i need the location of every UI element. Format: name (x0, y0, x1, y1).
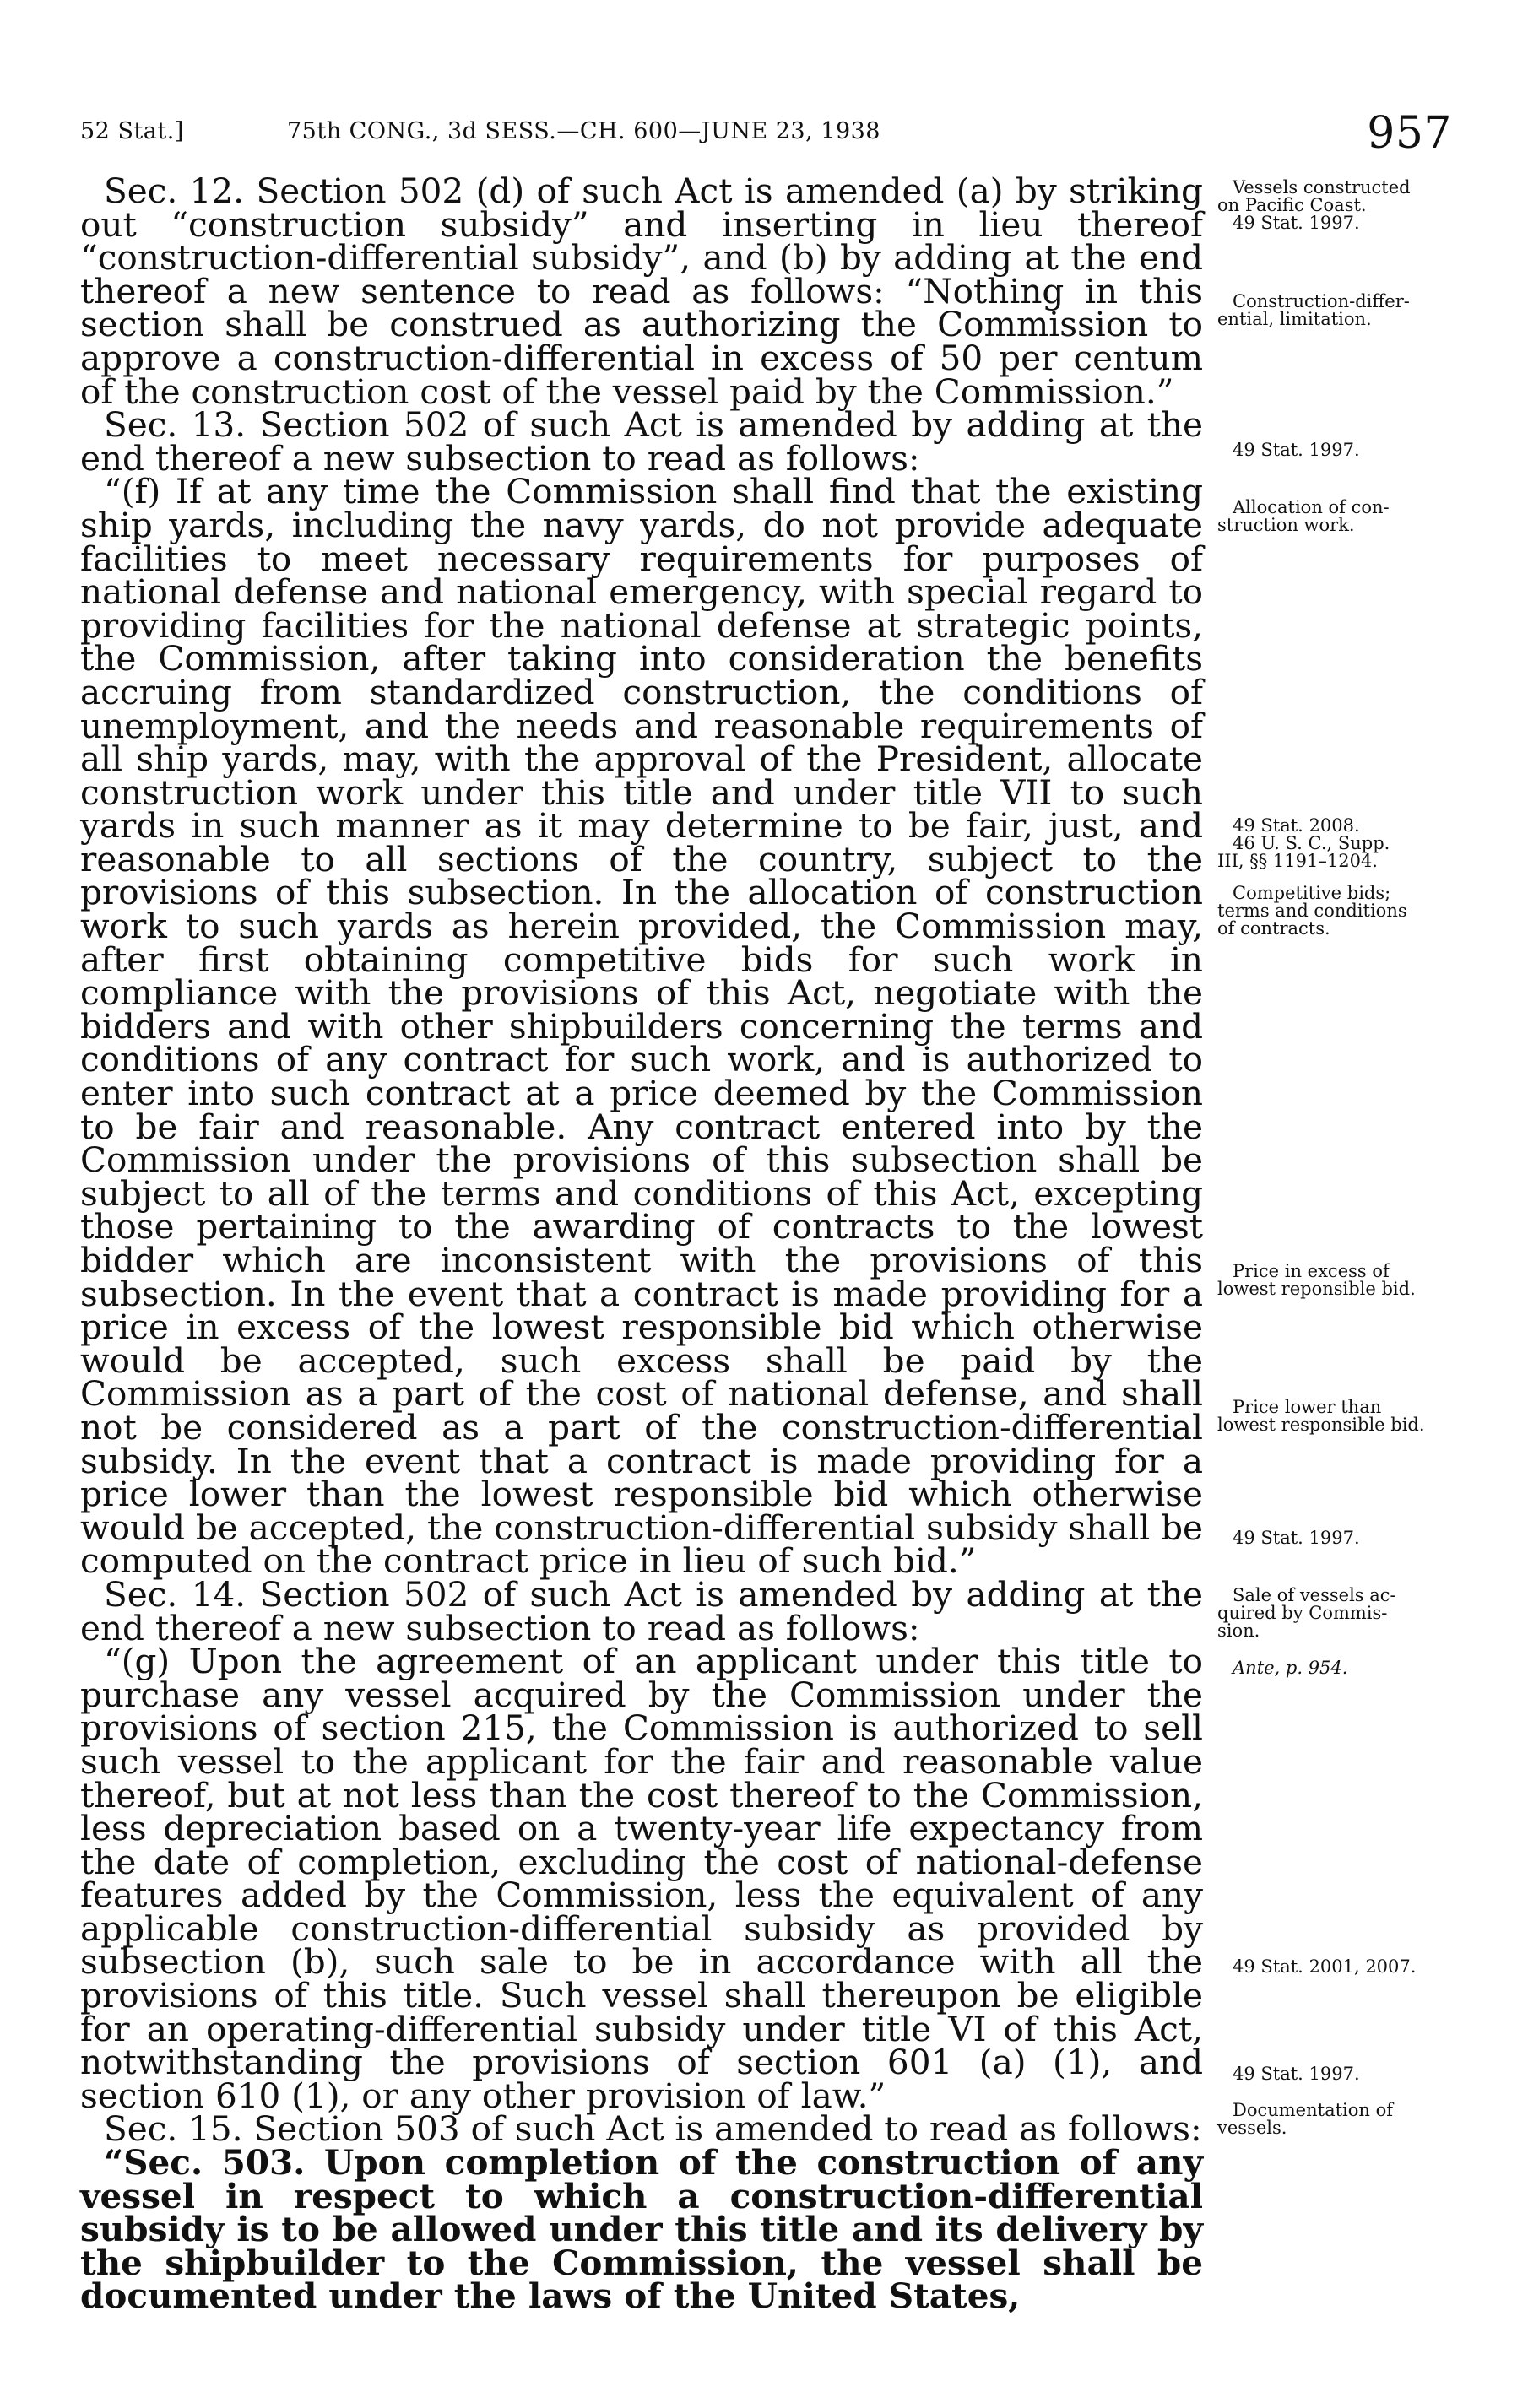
paragraph-sec-13: Sec. 13. Section 502 of such Act is amended by adding at the end thereof a new subsection to read as follows: (80, 404, 1203, 479)
running-head-stat-ref: 52 Stat.] (80, 118, 184, 144)
paragraph-sec-14: Sec. 14. Section 502 of such Act is amended by adding at the end thereof a new subsection to read as follows: (80, 1573, 1203, 1648)
margin-note: Vessels constructed on Pacific Coast. 49 Stat. 1997. (1217, 177, 1411, 233)
running-head-session: 75th CONG., 3d SESS.—CH. 600—JUNE 23, 1938 (287, 118, 880, 144)
margin-note: 49 Stat. 2001, 2007. (1233, 1956, 1417, 1977)
margin-note: Sale of vessels ac- quired by Commis- sion. (1217, 1585, 1396, 1641)
margin-note: Documentation of vessels. (1217, 2100, 1394, 2138)
margin-note: Construction-differ- ential, limitation. (1217, 291, 1410, 329)
margin-note: Price in excess of lowest reponsible bid. (1217, 1261, 1416, 1299)
paragraph-subsection-g: “(g) Upon the agreement of an applicant under this title to purchase any vessel acquired by the Commission under the provisions of section 215, the Commission is authorized to sell such vessel to the applicant for the fair and reasonable value thereof, but at not less than the cost thereof to the Commission, less depreciation based on a twenty-year life expectancy from the date of completion, excluding the cost of national-defense features added by the Commission, less the equivalent of any applicable construction-differential subsidy as provided by subsection (b), such sale to be in accordance with all the provisions of this title. Such vessel shall thereupon be eligible for an operating-differential subsidy under title VI of this Act, notwithstanding the provisions of section 601 (a) (1), and section 610 (1), or any other provision of law.” (80, 1641, 1203, 2116)
margin-note: 49 Stat. 1997. (1233, 440, 1360, 460)
margin-note: Allocation of con- struction work. (1217, 497, 1390, 535)
margin-note: 49 Stat. 1997. (1233, 2064, 1360, 2084)
margin-note: Competitive bids; terms and conditions of contracts. (1217, 883, 1407, 939)
paragraph-sec-503: “Sec. 503. Upon completion of the construction of any vessel in respect to which a construction-differential subsidy is to be allowed under this title and its delivery by the shipbuilder to the Commission, the vessel shall be documented under the laws of the United States, (80, 2142, 1203, 2317)
body-text (80, 170, 1204, 2317)
paragraph-sec-12: Sec. 12. Section 502 (d) of such Act is amended (a) by striking out “construction subsidy” and inserting in lieu thereof “construction-differential subsidy”, and (b) by adding at the end thereof a new sentence to read as follows: “Nothing in this section shall be construed as authorizing the Commission to approve a construction-differential in excess of 50 per centum of the construction cost of the vessel paid by the Commission.” (80, 170, 1203, 412)
margin-note: 49 Stat. 1997. (1233, 1528, 1360, 1548)
paragraph-subsection-f: “(f) If at any time the Commission shall find that the existing ship yards, including the navy yards, do not provide adequate facilities to meet necessary requirements for purposes of national defense and national emergency, with special regard to providing facilities for the national defense at strategic points, the Commission, after taking into consideration the benefits accruing from standardized construction, the conditions of unemployment, and the needs and reasonable requirements of all ship yards, may, with the approval of the President, allocate construction work under this title and under title VII to such yards in such manner as it may determine to be fair, just, and reasonable to all sections of the country, subject to the provisions of this subsection. In the allocation of construction work to such yards as herein provided, the Commission may, after first obtaining competitive bids for such work in compliance with the provisions of this Act, negotiate with the bidders and with other shipbuilders concerning the terms and conditions of any contract for such work, and is authorized to enter into such contract at a price deemed by the Commission to be fair and reasonable. Any contract entered into by the Commission under the provisions of this subsection shall be subject to all of the terms and conditions of this Act, excepting those pertaining to the awarding of contracts to the lowest bidder which are inconsistent with the provisions of this subsection. In the event that a contract is made providing for a price in excess of the lowest responsible bid which otherwise would be accepted, such excess shall be paid by the Commission as a part of the cost of national defense, and shall not be considered as a part of the construction-differential subsidy. In the event that a contract is made providing for a price lower than the lowest responsible bid which otherwise would be accepted, the construction-differential subsidy shall be computed on the contract price in lieu of such bid.” (80, 471, 1204, 1582)
margin-note: Ante, p. 954. (1233, 1658, 1348, 1678)
page-number: 957 (1367, 108, 1452, 159)
paragraph-sec-15: Sec. 15. Section 503 of such Act is amended to read as follows: (104, 2108, 1202, 2150)
margin-note: Price lower than lowest responsible bid. (1217, 1397, 1425, 1435)
margin-note: 49 Stat. 2008. 46 U. S. C., Supp. III, §§ 1191–1204. (1217, 815, 1390, 871)
